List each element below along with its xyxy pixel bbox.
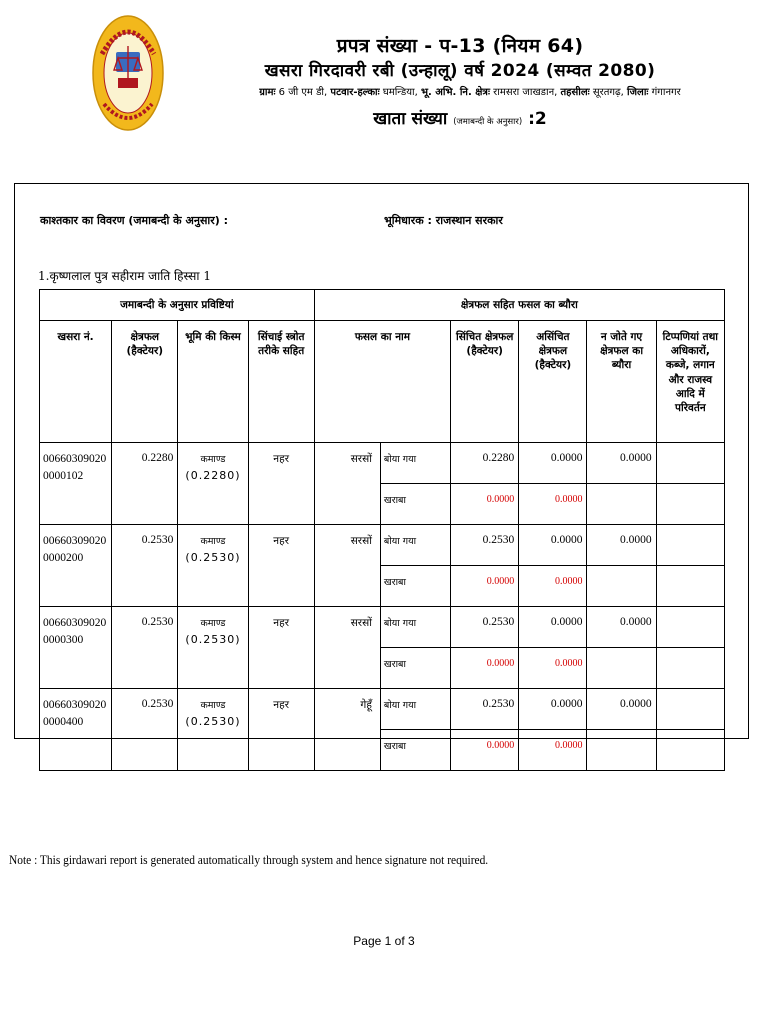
area-value: 0.2530: [112, 607, 178, 689]
location-line: [190, 84, 750, 98]
land-type-label: कमाण्ड: [200, 536, 226, 547]
fallow-area: 0.0000: [587, 607, 656, 648]
crop-name: सरसों: [314, 525, 380, 607]
unirrigated-damaged: 0.0000: [519, 648, 587, 689]
remarks-cell: [656, 689, 724, 730]
unirrigated-sown: 0.0000: [519, 525, 587, 566]
col-fallow-area: न जोते गए क्षेत्रफल का ब्यौरा: [587, 321, 656, 443]
irrigated-damaged: 0.0000: [451, 484, 519, 525]
khasra-number: 006603090200000400: [40, 689, 112, 771]
fallow-area: 0.0000: [587, 689, 656, 730]
khasra-number: 006603090200000300: [40, 607, 112, 689]
auto-generated-note: Note : This girdawari report is generated automatically through system and hence signature not required.: [9, 852, 489, 867]
col-unirrigated-area: असिंचित क्षेत्रफल (हैक्टेयर): [519, 321, 587, 443]
area-value: 0.2530: [112, 689, 178, 771]
irrigation-source: नहर: [248, 689, 314, 771]
land-type-label: कमाण्ड: [200, 700, 226, 711]
land-type: [178, 607, 248, 689]
status-sown: बोया गया: [380, 525, 450, 566]
irrigated-sown: 0.2280: [451, 443, 519, 484]
group-header-crop-details: क्षेत्रफल सहित फसल का ब्यौरा: [314, 290, 724, 321]
status-sown: बोया गया: [380, 607, 450, 648]
land-type-label: कमाण्ड: [200, 454, 226, 465]
table-row: [40, 443, 725, 484]
khata-label: खाता संख्या: [373, 109, 448, 129]
table-row: [40, 607, 725, 648]
revenue-board-seal-logo: [92, 14, 164, 132]
land-type-label: कमाण्ड: [200, 618, 226, 629]
patwar-value: घमन्डिया,: [382, 87, 418, 98]
crop-name: सरसों: [314, 443, 380, 525]
report-title: खसरा गिरदावरी रबी (उन्हालू) वर्ष 2024 (सम्वत 2080): [264, 61, 656, 81]
village-label: ग्रामः: [259, 87, 276, 98]
owner-details-label: काश्तकार का विवरण (जमाबन्दी के अनुसार) :: [40, 214, 228, 227]
remarks-cell: [656, 443, 724, 484]
irrigation-source: नहर: [248, 443, 314, 525]
table-row: [40, 689, 725, 730]
irrigated-sown: 0.2530: [451, 525, 519, 566]
tehsil-label: तहसीलः: [560, 87, 590, 98]
col-irrigated-area: सिंचित क्षेत्रफल (हैक्टेयर): [451, 321, 519, 443]
col-irrigation: सिंचाई स्त्रोत तरीके सहित: [248, 321, 314, 443]
empty-cell: [656, 648, 724, 689]
khata-number: [200, 106, 720, 129]
empty-cell: [587, 730, 656, 771]
land-type-area: (0.2280): [185, 469, 241, 483]
patwar-label: पटवार-हल्काः: [330, 87, 380, 98]
land-type: [178, 689, 248, 771]
area-value: 0.2530: [112, 525, 178, 607]
land-type-area: (0.2530): [185, 633, 241, 647]
empty-cell: [587, 566, 656, 607]
empty-cell: [656, 566, 724, 607]
irrigation-source: नहर: [248, 607, 314, 689]
area-value: 0.2280: [112, 443, 178, 525]
khata-value: :2: [528, 109, 547, 129]
girdawari-table: [39, 289, 725, 771]
unirrigated-damaged: 0.0000: [519, 566, 587, 607]
remarks-cell: [656, 525, 724, 566]
khasra-number: 006603090200000200: [40, 525, 112, 607]
page-number: Page 1 of 3: [353, 934, 415, 948]
col-crop-name: फसल का नाम: [314, 321, 450, 443]
remarks-cell: [656, 607, 724, 648]
crop-name: सरसों: [314, 607, 380, 689]
village-value: 6 जी एम डी,: [278, 87, 328, 98]
col-khasra: खसरा नं.: [40, 321, 112, 443]
bhu-label: भू. अभि. नि. क्षेत्रः: [420, 87, 490, 98]
irrigation-source: नहर: [248, 525, 314, 607]
unirrigated-damaged: 0.0000: [519, 730, 587, 771]
empty-cell: [587, 484, 656, 525]
unirrigated-sown: 0.0000: [519, 443, 587, 484]
status-sown: बोया गया: [380, 443, 450, 484]
land-type-area: (0.2530): [185, 551, 241, 565]
unirrigated-sown: 0.0000: [519, 607, 587, 648]
district-label: जिलाः: [627, 87, 649, 98]
land-type-area: (0.2530): [185, 715, 241, 729]
holder-line: 1.कृष्णलाल पुत्र सहीराम जाति हिस्सा 1: [38, 269, 211, 283]
col-area: क्षेत्रफल (हैक्टेयर): [112, 321, 178, 443]
unirrigated-damaged: 0.0000: [519, 484, 587, 525]
bhu-value: रामसरा जाखडान,: [493, 87, 558, 98]
khata-note: (जमाबन्दी के अनुसार): [453, 117, 523, 127]
irrigated-sown: 0.2530: [451, 689, 519, 730]
status-damaged: खराबा: [380, 566, 450, 607]
land-type: [178, 525, 248, 607]
khasra-number: 006603090200000102: [40, 443, 112, 525]
group-header-jamabandi: जमाबन्दी के अनुसार प्रविष्टियां: [40, 290, 315, 321]
status-damaged: खराबा: [380, 648, 450, 689]
form-title: प्रपत्र संख्या - प-13 (नियम 64): [336, 35, 584, 57]
status-sown: बोया गया: [380, 689, 450, 730]
col-remarks: टिप्पणियां तथा अधिकारों, कब्जे, लगान और राजस्व आदि में परिवर्तन: [656, 321, 724, 443]
tehsil-value: सूरतगढ़,: [592, 87, 624, 98]
irrigated-damaged: 0.0000: [451, 648, 519, 689]
table-row: [40, 525, 725, 566]
irrigated-damaged: 0.0000: [451, 566, 519, 607]
fallow-area: 0.0000: [587, 443, 656, 484]
status-damaged: खराबा: [380, 730, 450, 771]
col-land-type: भूमि की किस्म: [178, 321, 248, 443]
fallow-area: 0.0000: [587, 525, 656, 566]
land-holder-label: भूमिधारक : राजस्थान सरकार: [384, 214, 503, 227]
irrigated-damaged: 0.0000: [451, 730, 519, 771]
crop-name: गेहूँ: [314, 689, 380, 771]
empty-cell: [587, 648, 656, 689]
status-damaged: खराबा: [380, 484, 450, 525]
district-value: गंगानगर: [651, 87, 681, 98]
land-type: [178, 443, 248, 525]
empty-cell: [656, 484, 724, 525]
empty-cell: [656, 730, 724, 771]
unirrigated-sown: 0.0000: [519, 689, 587, 730]
irrigated-sown: 0.2530: [451, 607, 519, 648]
